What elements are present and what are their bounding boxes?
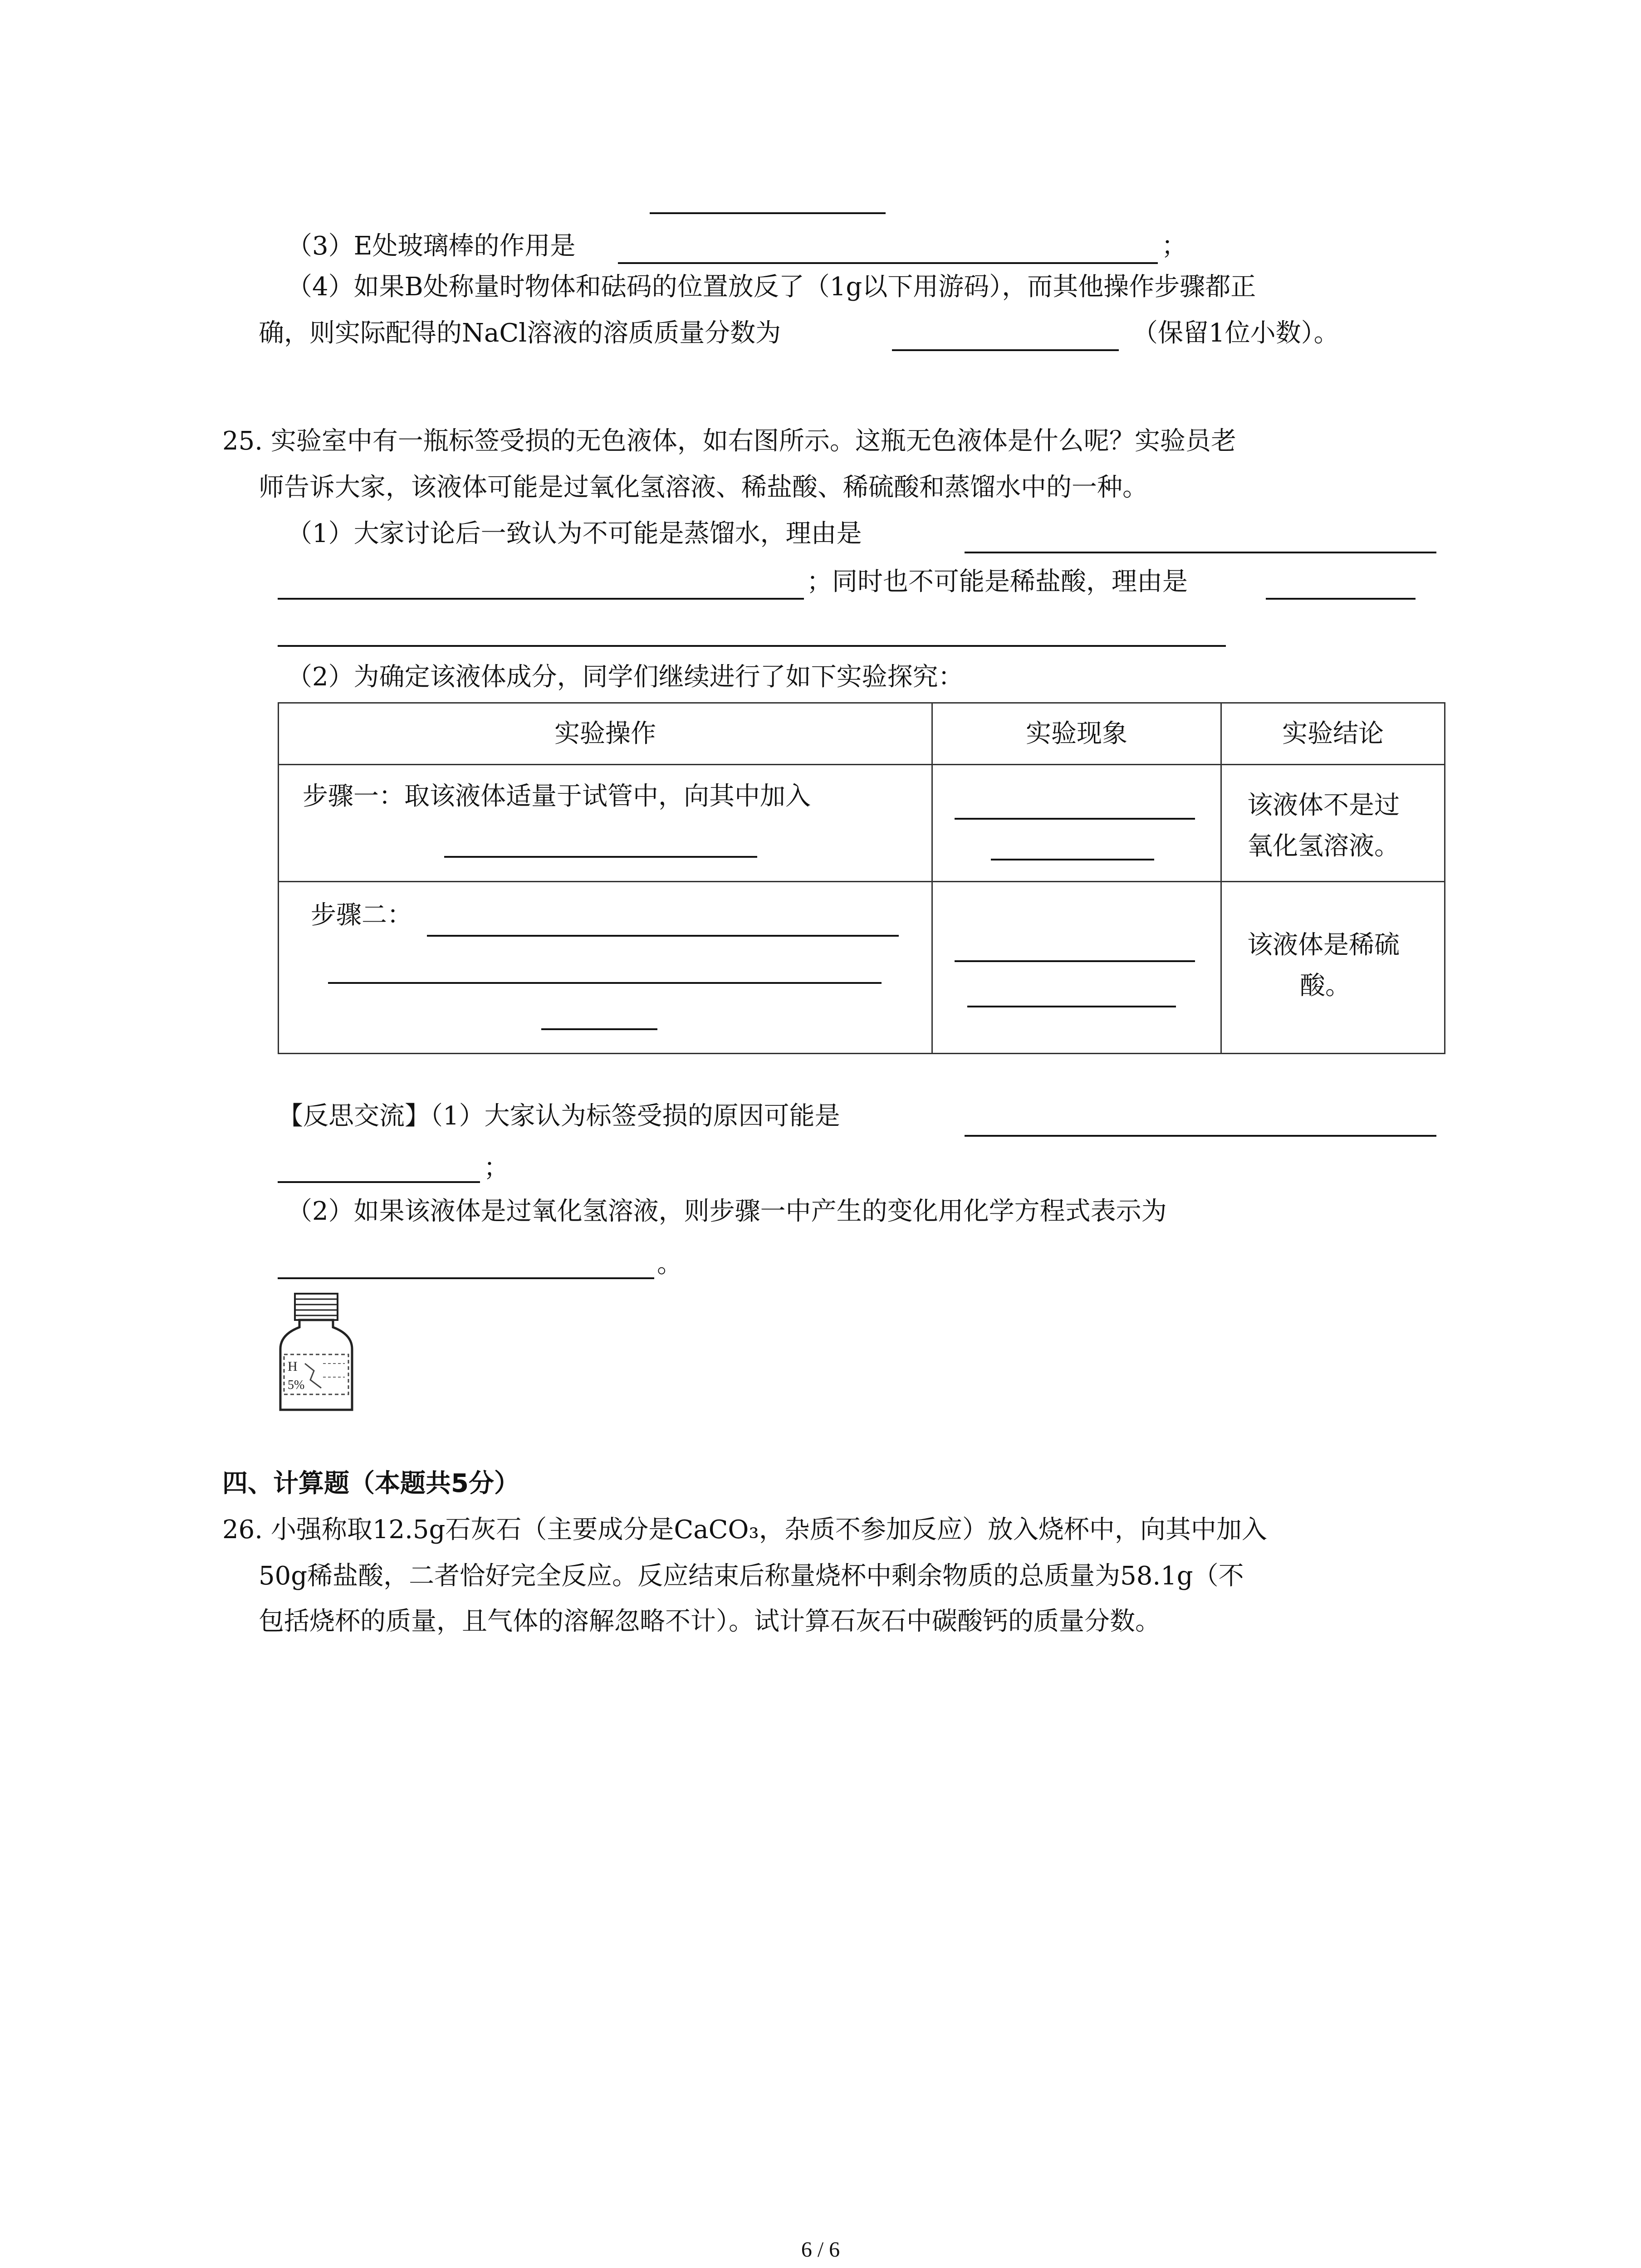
row1-phenomenon-cell [932,765,1221,882]
q25-part2: （2）为确定该液体成分，同学们继续进行了如下实验探究： [287,662,964,692]
row1-operation-cell [279,765,932,882]
page-number: 6 / 6 [801,2238,840,2262]
table-row [279,765,1445,882]
q24-part4-end: （保留1位小数）。 [1132,318,1339,348]
row2-conclusion-line2: 酸。 [1300,971,1351,1001]
row2-operation-cell [279,882,932,1054]
answer-blank[interactable] [278,1181,480,1183]
row2-conclusion-line1: 该液体是稀硫 [1247,930,1400,960]
q25-part1: （1）大家讨论后一致认为不可能是蒸馏水，理由是 [287,519,862,548]
answer-blank[interactable] [278,598,804,600]
reflect-part2-end: 。 [657,1249,682,1279]
q24-part3-end: ； [1161,231,1187,261]
reagent-bottle-figure [278,1291,355,1413]
q25-line2: 师告诉大家，该液体可能是过氧化氢溶液、稀盐酸、稀硫酸和蒸馏水中的一种。 [259,473,1148,502]
answer-blank[interactable] [278,645,1226,647]
q24-part4-line1: （4）如果B处称量时物体和砝码的位置放反了（1g以下用游码），而其他操作步骤都正 [287,272,1256,302]
answer-blank[interactable] [955,818,1195,820]
answer-blank[interactable] [278,1277,654,1279]
bottle-label-percent: 5% [288,1378,305,1392]
answer-blank[interactable] [892,349,1119,351]
reflect-part1: 【反思交流】（1）大家认为标签受损的原因可能是 [278,1101,840,1131]
table-header: 实验操作 [279,703,932,765]
answer-blank[interactable] [965,552,1436,553]
table-row [279,882,1445,1054]
answer-blank[interactable] [965,1135,1436,1137]
answer-blank[interactable] [618,262,1158,264]
q25-line1: 25. 实验室中有一瓶标签受损的无色液体，如右图所示。这瓶无色液体是什么呢？实验员老 [222,426,1236,456]
section-heading: 四、计算题（本题共5分） [222,1469,519,1498]
q25-part1-mid: ；同时也不可能是稀盐酸，理由是 [807,567,1188,596]
reflect-part1-end: ； [484,1153,509,1183]
answer-blank[interactable] [541,1028,657,1030]
q24-part4-line2: 确，则实际配得的NaCl溶液的溶质质量分数为 [259,318,781,348]
experiment-table [278,702,1445,1054]
table-header: 实验现象 [932,703,1221,765]
q24-part3: （3）E处玻璃棒的作用是 [287,231,576,261]
row1-operation: 步骤一：取该液体适量于试管中，向其中加入 [303,782,811,811]
row2-operation: 步骤二： [311,900,412,930]
row1-conclusion-cell [1221,765,1445,882]
answer-blank[interactable] [328,982,882,984]
q26-line2: 50g稀盐酸，二者恰好完全反应。反应结束后称量烧杯中剩余物质的总质量为58.1g（不 [259,1561,1244,1591]
q26-line3: 包括烧杯的质量，且气体的溶解忽略不计）。试计算石灰石中碳酸钙的质量分数。 [259,1607,1161,1636]
row1-conclusion-line1: 该液体不是过 [1247,791,1400,820]
table-header: 实验结论 [1221,703,1445,765]
answer-blank[interactable] [967,1006,1176,1007]
answer-blank[interactable] [955,960,1195,962]
bottle-label-formula: H [288,1359,298,1374]
row2-conclusion-cell [1221,882,1445,1054]
answer-blank[interactable] [650,212,886,214]
answer-blank[interactable] [991,859,1154,860]
reflect-part2: （2）如果该液体是过氧化氢溶液，则步骤一中产生的变化用化学方程式表示为 [287,1197,1167,1226]
answer-blank[interactable] [427,935,899,937]
answer-blank[interactable] [444,856,757,858]
row1-conclusion-line2: 氧化氢溶液。 [1247,831,1400,861]
q26-line1: 26. 小强称取12.5g石灰石（主要成分是CaCO₃，杂质不参加反应）放入烧杯中，向其中加入 [222,1515,1267,1545]
answer-blank[interactable] [1266,598,1416,600]
row2-phenomenon-cell [932,882,1221,1054]
